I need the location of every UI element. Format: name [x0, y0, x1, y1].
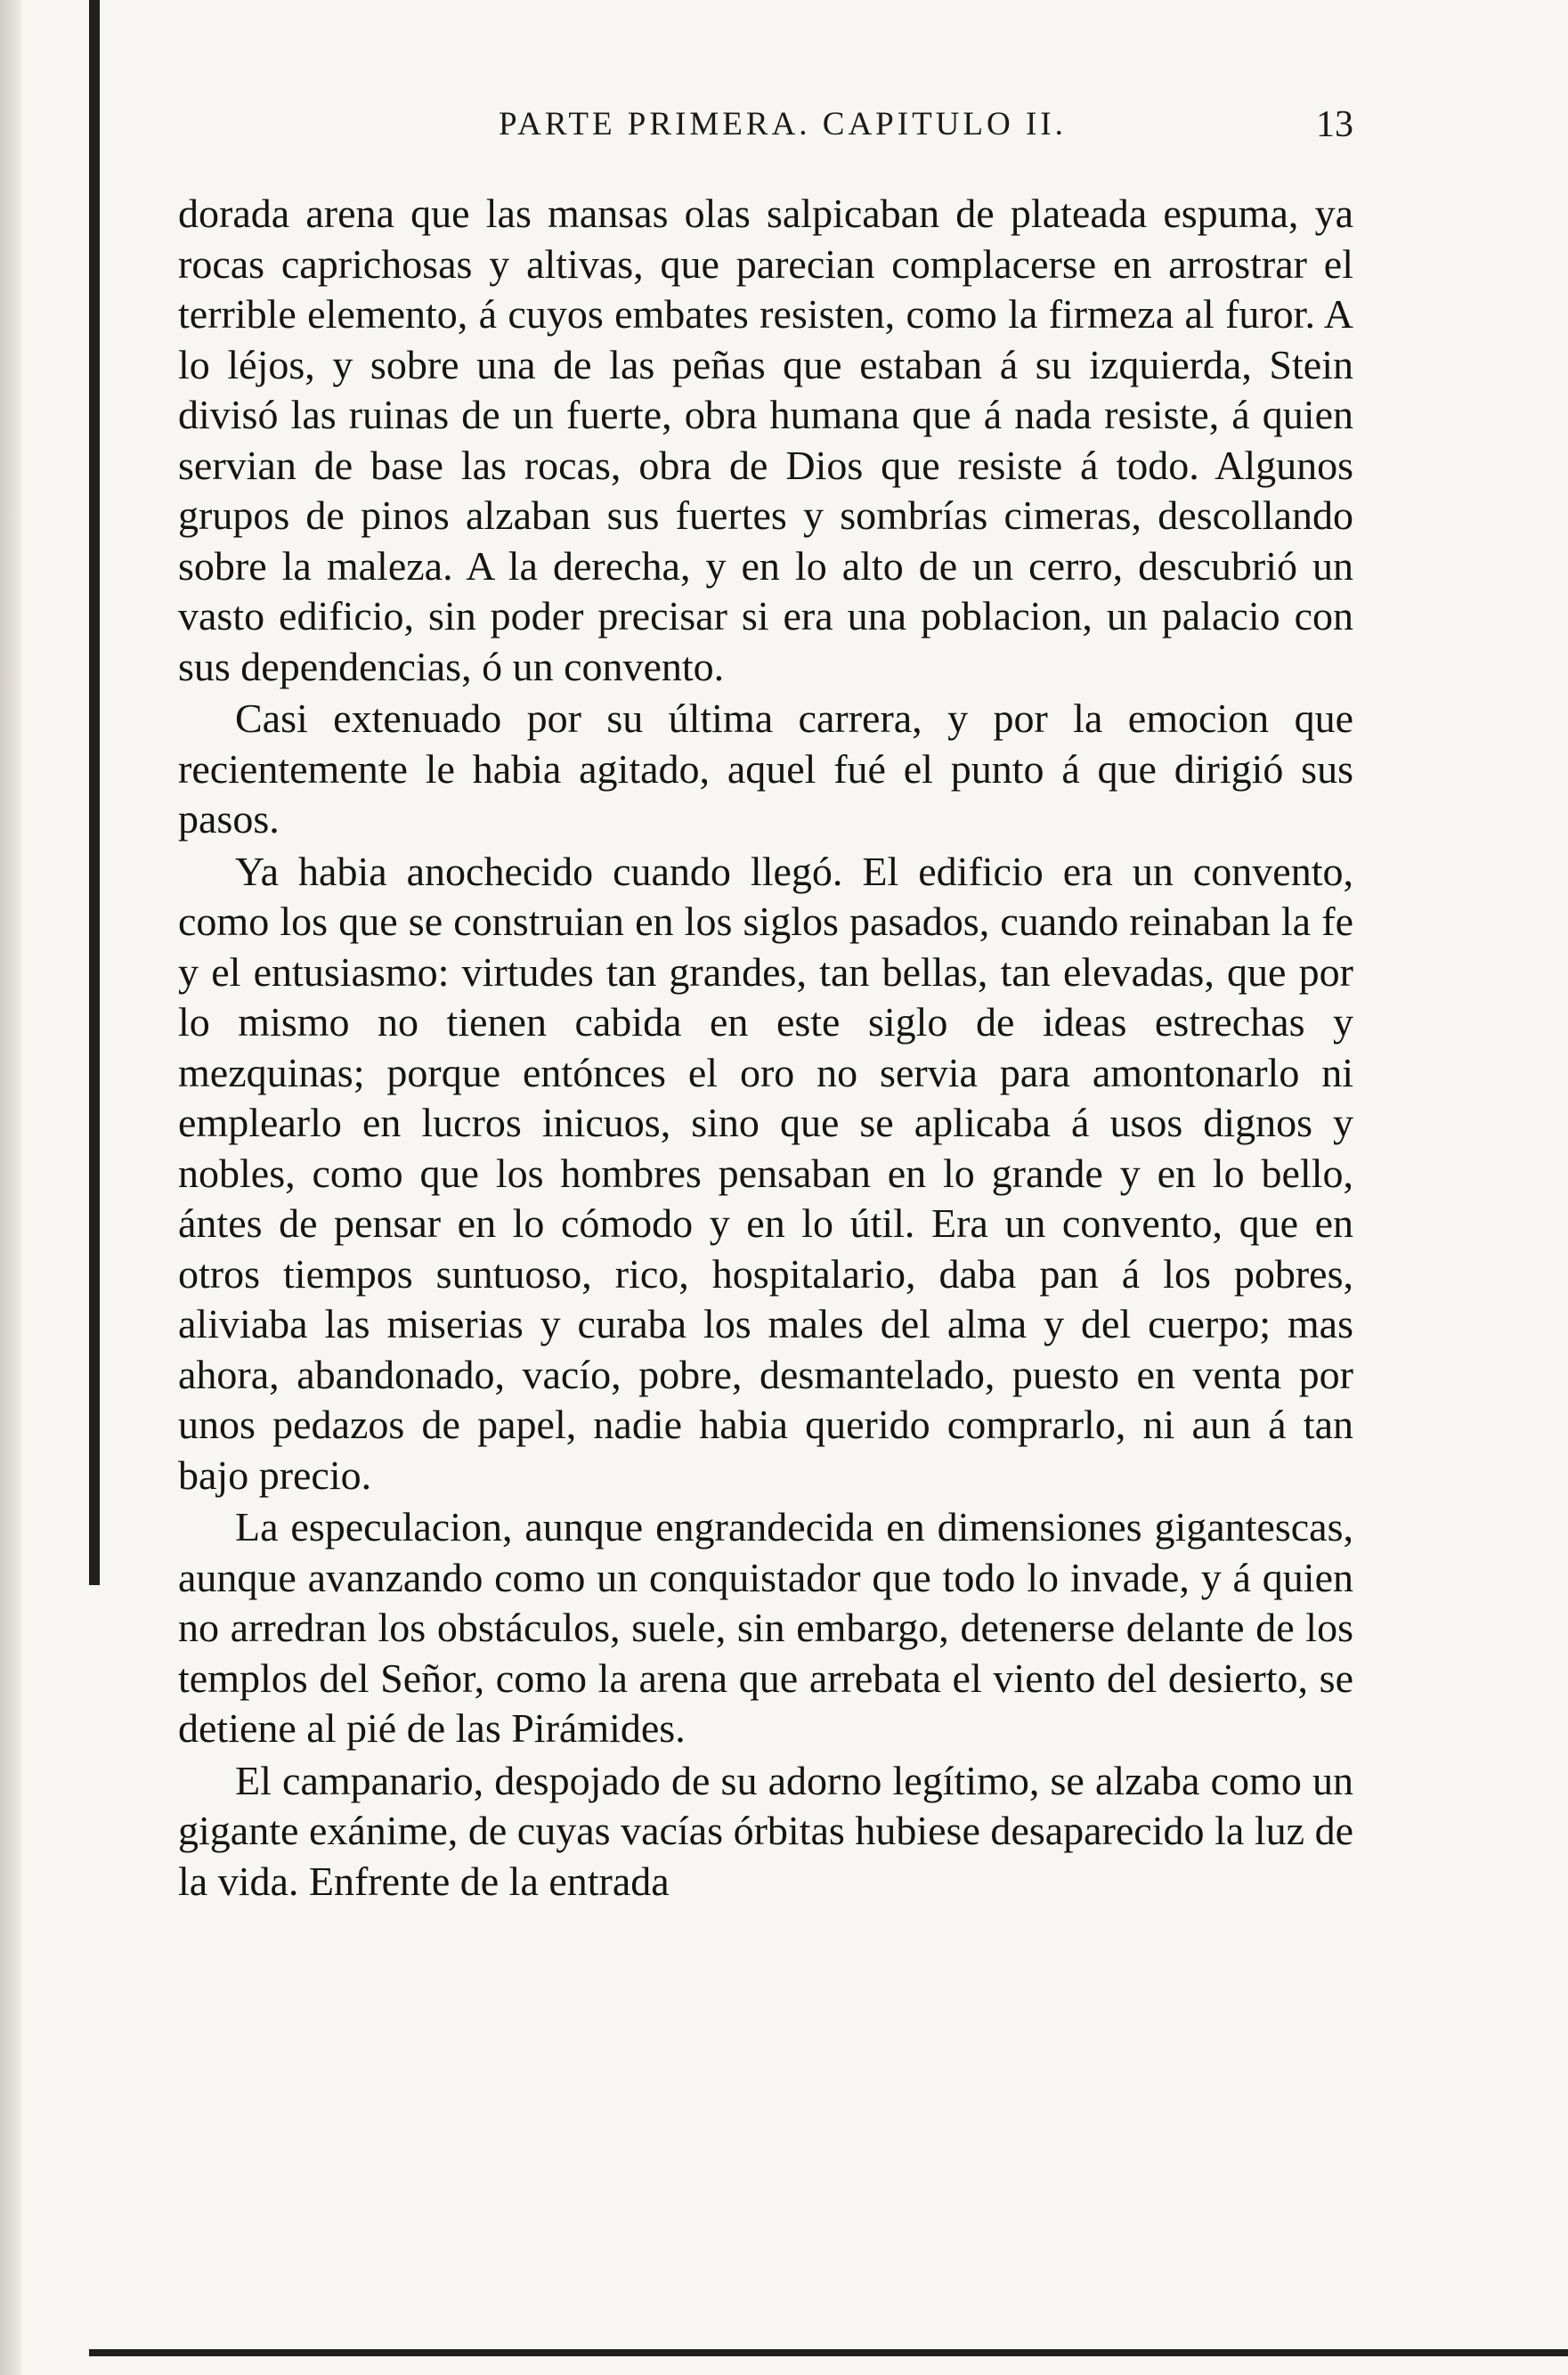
binding-edge-rule [89, 0, 100, 1585]
body-text [178, 189, 1353, 1907]
paragraph: Ya habia anochecido cuando llegó. El edificio era un convento, como los que se construian en los siglos pasados, cuando reinaban la fe y el entusiasmo: virtudes tan grandes, tan bellas, tan elevadas, que por lo mismo no tienen cabida en este siglo de ideas estrechas y mezquinas; porque entónces el oro no servia para amontonarlo ni emplearlo en lucros inicuos, sino que se aplicaba á usos dignos y nobles, como que los hombres pensaban en lo grande y en lo bello, ántes de pensar en lo cómodo y en lo útil. Era un convento, que en otros tiempos suntuoso, rico, hospitalario, daba pan á los pobres, aliviaba las miserias y curaba los males del alma y del cuerpo; mas ahora, abandonado, vacío, pobre, desmantelado, puesto en venta por unos pedazos de papel, nadie habia querido comprarlo, ni aun á tan bajo precio. [178, 848, 1353, 1498]
running-head: PARTE PRIMERA. CAPITULO II. [499, 106, 1067, 142]
paragraph: El campanario, despojado de su adorno legítimo, se alzaba como un gigante exánime, de cuyas vacías órbitas hubiese desaparecido la luz de la vida. Enfrente de la entrada [178, 1757, 1353, 1904]
page-gutter [0, 0, 21, 2375]
paragraph: Casi extenuado por su última carrera, y por la emocion que recientemente le habia agitado, aquel fué el punto á que dirigió sus pasos. [178, 695, 1353, 842]
paragraph: La especulacion, aunque engrandecida en dimensiones gigantescas, aunque avanzando como un conquistador que todo lo invade, y á quien no arredran los obstáculos, suele, sin embargo, detenerse delante de los templos del Señor, como la arena que arrebata el viento del desierto, se detiene al pié de las Pirámides. [178, 1504, 1353, 1751]
bottom-edge-rule [89, 2349, 1568, 2356]
paragraph: dorada arena que las mansas olas salpicaban de plateada espuma, ya rocas caprichosas y altivas, que parecian complacerse en arrostrar el terrible elemento, á cuyos embates resisten, como la firmeza al furor. A lo léjos, y sobre una de las peñas que estaban á su izquierda, Stein divisó las ruinas de un fuerte, obra humana que á nada resiste, á quien servian de base las rocas, obra de Dios que resiste á todo. Algunos grupos de pinos alzaban sus fuertes y sombrías cimeras, descollando sobre la maleza. A la derecha, y en lo alto de un cerro, descubrió un vasto edificio, sin poder precisar si era una poblacion, un palacio con sus dependencias, ó un convento. [178, 191, 1353, 689]
page-number: 13 [1316, 104, 1353, 145]
